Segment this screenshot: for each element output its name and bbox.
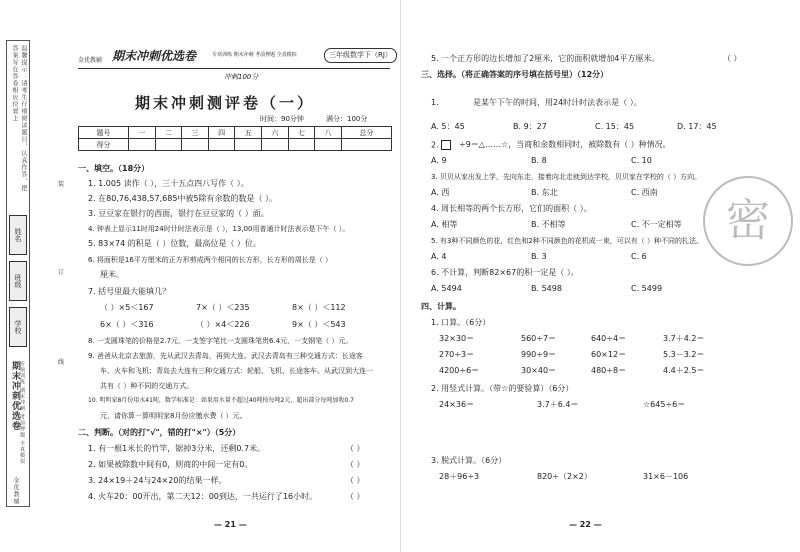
score-cell[interactable] [128, 139, 155, 151]
brand-taglines: 专项训练 期末冲刺 考前押题 全真模拟 [212, 52, 297, 58]
score-header-cell: 三 [182, 127, 209, 139]
slogan: 冲刺100分 [224, 73, 259, 81]
q2-opt-a[interactable]: A. 9 [431, 156, 447, 165]
sidebar-brand: 期末冲刺优选卷 [10, 361, 20, 431]
q1-opt-a[interactable]: A. 5：45 [431, 122, 465, 131]
q2-opt-c[interactable]: C. 10 [631, 156, 652, 165]
q6-text: 6. 不计算，判断82×67的积一定是（ ）。 [431, 268, 579, 277]
score-header-cell: 题号 [79, 127, 129, 139]
vertical-3: ☆645÷6＝ [643, 400, 686, 409]
mixed-heading: 3. 脱式计算。（6分） [431, 456, 507, 465]
mixed-2: 820÷（2×2） [537, 472, 592, 481]
class-label: 班级 [9, 261, 27, 301]
q1-opt-b[interactable]: B. 9：27 [513, 122, 547, 131]
oral-2-2: 990÷9＝ [521, 350, 557, 359]
sidebar-publisher: 金优教辅 [12, 477, 19, 505]
q1-opt-d[interactable]: D. 17：45 [677, 122, 717, 131]
fill-1: （ ）×5＜167 [100, 303, 154, 312]
q4-opt-b[interactable]: B. 不相等 [531, 220, 566, 229]
mixed-3: 31×6－106 [643, 472, 689, 481]
oral-3-4: 4.4＋2.5＝ [663, 366, 705, 375]
q5-opt-c[interactable]: C. 6 [631, 252, 647, 261]
page-number-left: — 21 — [214, 520, 247, 529]
s1-item-7: 7. 括号里最大能填几？ [88, 287, 171, 296]
oral-1-4: 3.7＋4.2＝ [663, 334, 705, 343]
s2-bracket-5[interactable]: （ ） [723, 54, 742, 63]
score-cell[interactable] [341, 139, 391, 151]
q4-text: 4. 周长相等的两个长方形，它们的面积（ ）。 [431, 204, 592, 213]
score-cell[interactable] [182, 139, 209, 151]
q1-opt-c[interactable]: C. 15：45 [595, 122, 635, 131]
oral-1-2: 560÷7＝ [521, 334, 557, 343]
q6-opt-c[interactable]: C. 5499 [631, 284, 663, 293]
section3-heading: 三、选择。（将正确答案的序号填在括号里）（12分） [421, 70, 609, 79]
score-header-cell: 二 [155, 127, 182, 139]
square-icon [441, 140, 451, 150]
q5-opt-b[interactable]: B. 3 [531, 252, 547, 261]
score-info: 满分：100分 [326, 115, 368, 123]
s2-item-5: 5. 一个正方形的边长增加了2厘米，它的面积就增加4平方厘米。 [431, 54, 660, 63]
oral-3-2: 30×40＝ [521, 366, 557, 375]
oral-1-1: 32×30＝ [439, 334, 475, 343]
s2-item-4: 4. 火车20：00开出，第二天12：00到达，一共运行了16小时。 [88, 492, 318, 501]
q6-opt-a[interactable]: A. 5494 [431, 284, 462, 293]
score-header-cell: 四 [208, 127, 235, 139]
fold-mark-2: 订 [58, 269, 65, 276]
oral-3-3: 480÷8＝ [591, 366, 627, 375]
q2-opt-b[interactable]: B. 8 [531, 156, 547, 165]
score-cell[interactable] [155, 139, 182, 151]
mixed-1: 28＋96÷3 [439, 472, 480, 481]
section4-heading: 四、计算。 [421, 302, 461, 311]
fold-mark-1: 装 [58, 181, 65, 188]
oral-1-3: 640÷4＝ [591, 334, 627, 343]
score-table-header-row [79, 127, 392, 139]
s1-item-9-cont2: 共有（ ）种不同的交通方式。 [100, 382, 194, 390]
s1-item-6-cont: 厘米。 [100, 270, 124, 279]
q1-text: 是某午下午的时间，用24时计时法表示是（ ）。 [473, 98, 642, 107]
fill-5: （ ）×4＜226 [196, 320, 250, 329]
s1-item-5: 5. 83×74 的积是（ ）位数，最高位是（ ）位。 [88, 239, 261, 248]
score-cell[interactable] [262, 139, 289, 151]
oral-2-1: 270÷3＝ [439, 350, 475, 359]
q2-row: 2. [431, 140, 451, 151]
q6-opt-b[interactable]: B. 5498 [531, 284, 562, 293]
score-table [78, 126, 392, 151]
fill-6: 9×（ ）＜543 [292, 320, 346, 329]
s2-bracket-4[interactable]: （ ） [346, 492, 365, 501]
s1-item-1: 1. 1.005 读作（ ），三十五点四八写作（ ）。 [88, 179, 249, 188]
q3-opt-a[interactable]: A. 西 [431, 188, 450, 197]
vertical-heading: 2. 用竖式计算。（带☆的要验算）（6分） [431, 384, 574, 393]
name-label: 姓名 [9, 215, 27, 255]
s1-item-4: 4. 钟表上显示11时用24时计时法表示是（ ），13,00用普通计时法表示是下午（ ）。 [88, 225, 350, 233]
score-cell[interactable] [288, 139, 315, 151]
q3-opt-c[interactable]: C. 西南 [631, 188, 658, 197]
s2-item-2: 2. 如果被除数中间有0，则商的中间一定有0。 [88, 460, 253, 469]
score-header-cell: 五 [235, 127, 262, 139]
fill-4: 6×（ ）＜316 [100, 320, 154, 329]
exam-title: 期末冲刺测评卷（一） [134, 94, 315, 112]
score-cell[interactable] [235, 139, 262, 151]
s2-bracket-2[interactable]: （ ） [346, 460, 365, 469]
fill-2: 7×（ ）＜235 [196, 303, 250, 312]
section1-heading: 一、填空。（18分） [78, 164, 150, 173]
oral-3-1: 4200÷6＝ [439, 366, 480, 375]
school-label: 学校 [9, 307, 27, 347]
fill-3: 8×（ ）＜112 [292, 303, 346, 312]
exam-sidebar [6, 40, 30, 507]
s1-item-10: 10. 明明家8月份用水41吨，数学标准是：如果用水量不超过40吨按每吨2元，超出部分每吨加收0.7 [88, 397, 354, 404]
s1-item-9-cont1: 车、火车和飞机；青岛去大连有三种交通方式：轮船、飞机、长途客车。从武汉到大连一 [100, 367, 373, 375]
confidential-stamp: 密 [703, 176, 793, 266]
publisher-logo: 金优教辅 [78, 57, 103, 64]
score-header-cell: 八 [315, 127, 342, 139]
oral-heading: 1. 口算。（6分） [431, 318, 491, 327]
score-header-cell: 七 [288, 127, 315, 139]
q4-opt-c[interactable]: C. 不一定相等 [631, 220, 682, 229]
score-table-score-row [79, 139, 392, 151]
s1-item-10-cont: 元，请你算一算明明家8月份应缴水费（ ）元。 [100, 412, 247, 420]
score-header-cell: 六 [262, 127, 289, 139]
s1-item-6: 6. 将面积是16平方厘米的正方形剪成两个相同的长方形，长方形的周长是（ ） [88, 256, 333, 264]
q2-text: ÷9＝△……☆，当商和余数相同时，被除数有（ ）种情况。 [459, 140, 671, 149]
s2-bracket-1[interactable]: （ ） [346, 444, 365, 453]
right-page [400, 0, 800, 552]
score-cell[interactable] [315, 139, 342, 151]
time-info: 时间：90分钟 [260, 115, 304, 123]
grade-badge: 三年级数学下（RJ） [324, 48, 397, 63]
page-number-right: — 22 — [569, 520, 602, 529]
q1-number: 1. [431, 98, 439, 107]
oral-2-4: 5.3－3.2＝ [663, 350, 705, 359]
q4-opt-a[interactable]: A. 相等 [431, 220, 458, 229]
s1-item-2: 2. 在80,76,438,57,685中被5除有余数的数是（ ）。 [88, 194, 278, 203]
s1-item-9: 9. 爸爸从北京去旅游，先从武汉去青岛，再到大连。武汉去青岛有三种交通方式：长途客 [88, 352, 363, 360]
score-row-label: 得分 [79, 139, 129, 151]
sidebar-note: 温馨提示：请考生仔细阅读题目，认真作答，把答案写在答卷相应位置上 [11, 45, 27, 192]
s1-item-8: 8. 一支圆珠笔的价格是2.7元，一支签字笔比一支圆珠笔贵6.4元，一支钢笔（ ）元。 [88, 337, 353, 345]
q3-text: 3. 贝贝从家出发上学，先向东走，接着向北走就到达学校，贝贝家在学校的（ ）方向。 [431, 173, 702, 181]
fold-mark-3: 线 [58, 359, 65, 366]
vertical-2: 3.7＋6.4＝ [537, 400, 579, 409]
s2-item-3: 3. 24×19＋24与24×20的结果一样。 [88, 476, 227, 485]
brand-title: 期末冲刺优选卷 [112, 49, 197, 63]
s1-item-3: 3. 豆豆家在银行的西面，银行在豆豆家的（ ）面。 [88, 209, 269, 218]
s2-bracket-3[interactable]: （ ） [346, 476, 365, 485]
sidebar-brand-sub: 专项训练 期末冲刺 考前押题 全真模拟 [19, 361, 25, 465]
header-banner [78, 48, 390, 69]
score-cell[interactable] [208, 139, 235, 151]
score-header-cell: 一 [128, 127, 155, 139]
oral-2-3: 60×12＝ [591, 350, 627, 359]
s2-item-1: 1. 有一根1米长的竹竿，锯掉3分米，还剩0.7米。 [88, 444, 266, 453]
q5-opt-a[interactable]: A. 4 [431, 252, 447, 261]
score-header-cell: 总分 [341, 127, 391, 139]
q5-text: 5. 有3种不同颜色的花，红色和2种不同颜色的花机成一束，可以有（ ）种不同的扎法。 [431, 237, 704, 245]
section2-heading: 二、判断。（对的打"√"，错的打"×"）（5分） [78, 428, 241, 437]
vertical-1: 24×36＝ [439, 400, 475, 409]
q3-opt-b[interactable]: B. 东北 [531, 188, 558, 197]
